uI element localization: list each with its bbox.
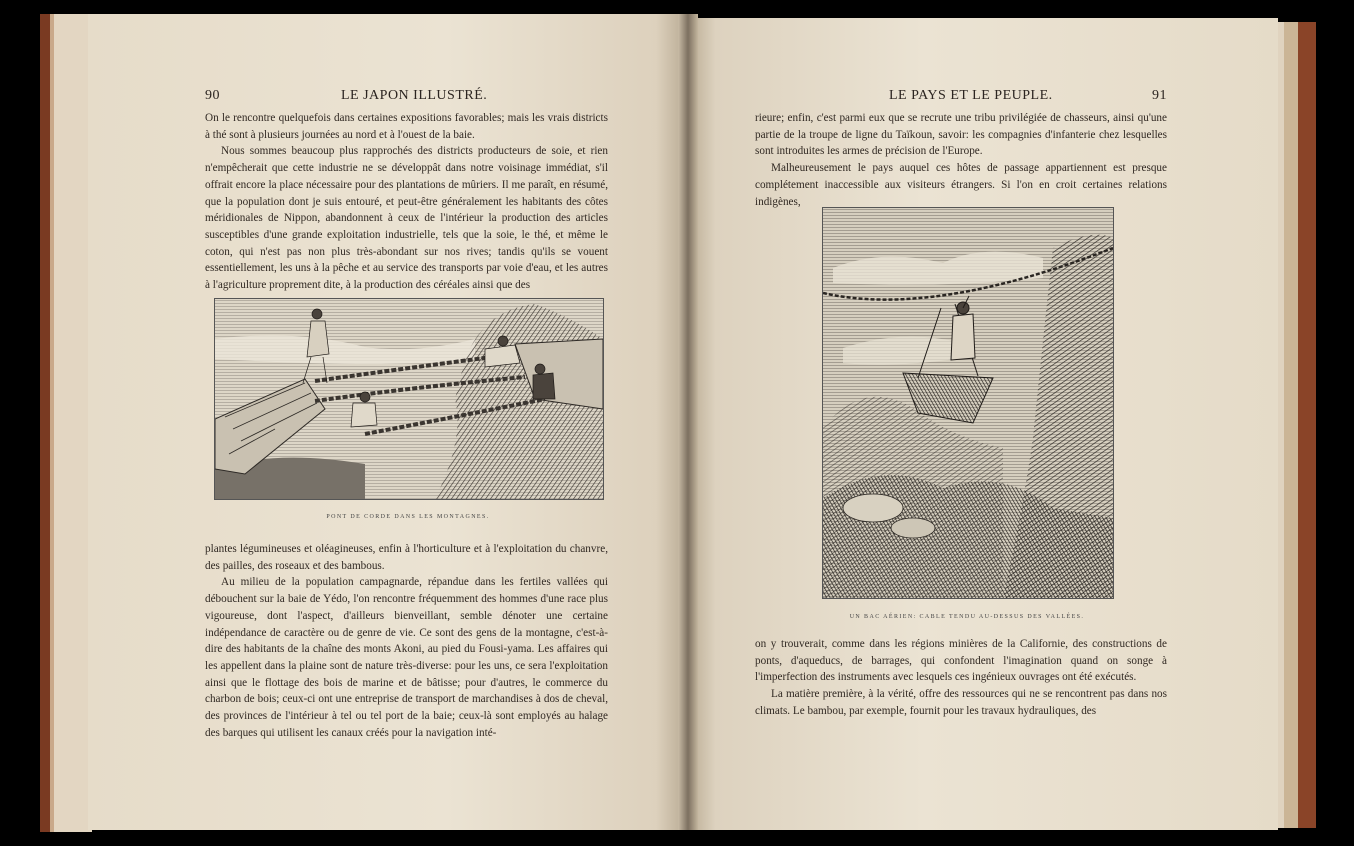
left-illustration-caption: PONT DE CORDE DANS LES MONTAGNES. xyxy=(326,514,490,520)
left-bottom-text xyxy=(205,541,608,741)
left-paragraph-2: Nous sommes beaucoup plus rapprochés des districts producteurs de soie, et rien n'empêcherait que cette industrie ne se développât dans notre voisinage immédiat, s'il offrait encore la place nécessaire pour des plantations de mûriers. Il me paraît, en résumé, que la population dont je suis entouré, et peut-être généralement les habitants des côtes méridionales de Nippon, abandonnent à ceux de l'intérieur la production des articles susceptibles d'une grande exploitation industrielle, tels que la soie, le thé, et même le coton, qui n'est pas non plus très-abondant sur nos rives; tandis qu'ils se vouent essentiellement, les uns à la pêche et au service des transports par voie d'eau, et les autres à l'agriculture proprement dite, à la production des céréales ainsi que des xyxy=(205,145,608,292)
right-running-head: LE PAYS ET LE PEUPLE. xyxy=(889,88,1053,103)
rope-bridge-engraving xyxy=(215,299,603,499)
left-paragraph-3: plantes légumineuses et oléagineuses, enfin à l'horticulture et à l'exploitation du chanvre, des pailles, des roseaux et des bambous. xyxy=(205,543,608,572)
right-top-text xyxy=(755,110,1167,210)
right-bottom-text xyxy=(755,636,1167,720)
left-top-text xyxy=(205,110,608,294)
book-edge-right xyxy=(1276,22,1316,828)
left-page-number: 90 xyxy=(205,88,220,103)
right-page-number: 91 xyxy=(1152,88,1167,103)
right-paragraph-1: rieure; enfin, c'est parmi eux que se recrute une tribu privilégiée de chasseurs, ainsi qu'une partie de la troupe de ligne du Taïkoun, savoir: les compagnies d'infanterie chez lesquelles sont introduites les armes de précision de l'Europe. xyxy=(755,112,1167,158)
aerial-ferry-engraving xyxy=(823,208,1113,598)
book-gutter xyxy=(678,14,698,830)
left-paragraph-1: On le rencontre quelquefois dans certaines expositions favorables; mais les vrais districts à thé sont à plusieurs journées au nord et à l'ouest de la baie. xyxy=(205,112,608,141)
aerial-ferry-illustration xyxy=(822,207,1114,599)
book-edge-left xyxy=(40,14,92,832)
right-paragraph-3: on y trouverait, comme dans les régions minières de la Californie, des constructions de ponts, d'aqueducs, de barrages, qui confondent l'imagination quand on songe à l'imperfection des instruments avec lesquels ces ingénieux ouvrages ont été exécutés. xyxy=(755,638,1167,684)
rope-bridge-illustration xyxy=(214,298,604,500)
left-paragraph-4: Au milieu de la population campagnarde, répandue dans les fertiles vallées qui débouchent sur la baie de Yédo, l'on rencontre fréquemment des hommes d'une race plus vigoureuse, dont l'aspect, d'ailleurs bienveillant, semble dénoter une certaine indépendance de caractère ou de genre de vie. Ce sont des gens de la montagne, c'est-à-dire des habitants de la chaîne des monts Akoni, au pied du Fousi-yama. Les affaires qui les appellent dans la plaine sont de nature très-diverse: pour les uns, ce sera l'exploitation ainsi que le flottage des bois de marine et de bâtisse; pour d'autres, le commerce du charbon de bois; ceux-ci ont une entreprise de transport de marchandises à dos de cheval, des provinces de l'intérieur à tel ou tel port de la baie; ceux-là sont employés au halage des barques qui utilisent les canaux créés pour la navigation inté- xyxy=(205,576,608,739)
right-illustration-caption: UN BAC AÉRIEN: CABLE TENDU AU-DESSUS DES VALLÉES. xyxy=(849,614,1085,620)
right-paragraph-2: Malheureusement le pays auquel ces hôtes de passage appartiennent est presque complétement inaccessible aux visiteurs étrangers. Si l'on en croit certaines relations indigènes, xyxy=(755,162,1167,208)
right-paragraph-4: La matière première, à la vérité, offre des ressources qui ne se rencontrent pas dans nos climats. Le bambou, par exemple, fournit pour les travaux hydrauliques, des xyxy=(755,688,1167,717)
left-running-head: LE JAPON ILLUSTRÉ. xyxy=(341,88,488,103)
